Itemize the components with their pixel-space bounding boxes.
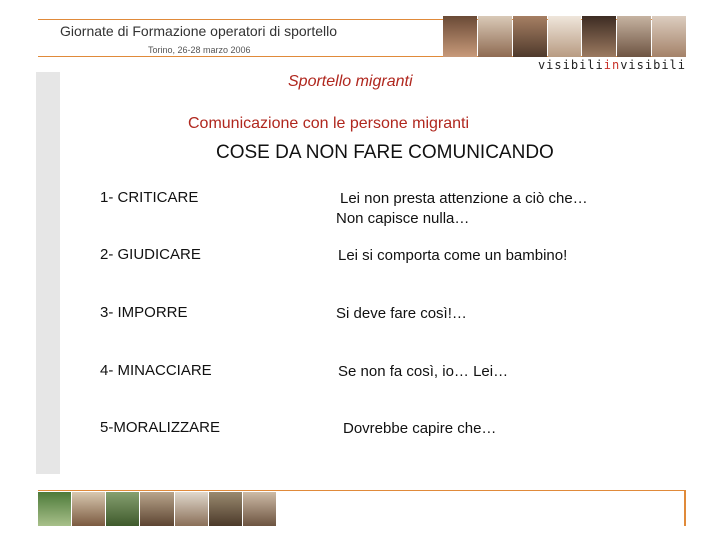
row-label: 1- CRITICARE <box>100 189 199 206</box>
brand-prefix: visibili <box>537 58 604 72</box>
row-label: 2- GIUDICARE <box>100 246 201 263</box>
footer-photo-strip <box>38 492 276 526</box>
photo-person-1 <box>443 16 477 57</box>
main-title: Comunicazione con le persone migranti <box>188 115 470 132</box>
photo-footer-2 <box>72 492 105 526</box>
row-label: 3- IMPORRE <box>100 304 188 321</box>
header-title: Giornate di Formazione operatori di sportello <box>60 23 338 39</box>
sub-title: COSE DA NON FARE COMUNICANDO <box>216 142 554 163</box>
row-text: Non capisce nulla… <box>336 210 470 227</box>
row-label: 5-MORALIZZARE <box>100 419 221 436</box>
photo-footer-6 <box>209 492 242 526</box>
left-sidebar-bar <box>36 72 60 474</box>
photo-person-7 <box>652 16 686 57</box>
brand-highlight: in <box>603 58 621 72</box>
row-text: Dovrebbe capire che… <box>343 420 497 437</box>
row-text: Lei non presta attenzione a ciò che… <box>340 190 588 207</box>
photo-footer-7 <box>243 492 276 526</box>
header-photo-strip <box>443 16 686 57</box>
footer-end-bar <box>684 490 686 526</box>
photo-footer-5 <box>175 492 208 526</box>
brand-suffix: visibili <box>620 58 686 72</box>
photo-footer-3 <box>106 492 139 526</box>
brand-logo <box>538 58 686 72</box>
row-text: Se non fa così, io… Lei… <box>338 363 509 380</box>
footer-rule <box>38 490 686 491</box>
photo-footer-1 <box>38 492 71 526</box>
photo-footer-4 <box>140 492 173 526</box>
photo-person-4 <box>548 16 582 57</box>
photo-person-2 <box>478 16 512 57</box>
header-date: Torino, 26-28 marzo 2006 <box>148 45 251 55</box>
section-title: Sportello migranti <box>288 73 413 90</box>
photo-person-6 <box>617 16 651 57</box>
row-text: Lei si comporta come un bambino! <box>338 247 568 264</box>
photo-person-3 <box>513 16 547 57</box>
row-label: 4- MINACCIARE <box>100 362 212 379</box>
row-text: Si deve fare così!… <box>336 305 467 322</box>
photo-person-5 <box>582 16 616 57</box>
